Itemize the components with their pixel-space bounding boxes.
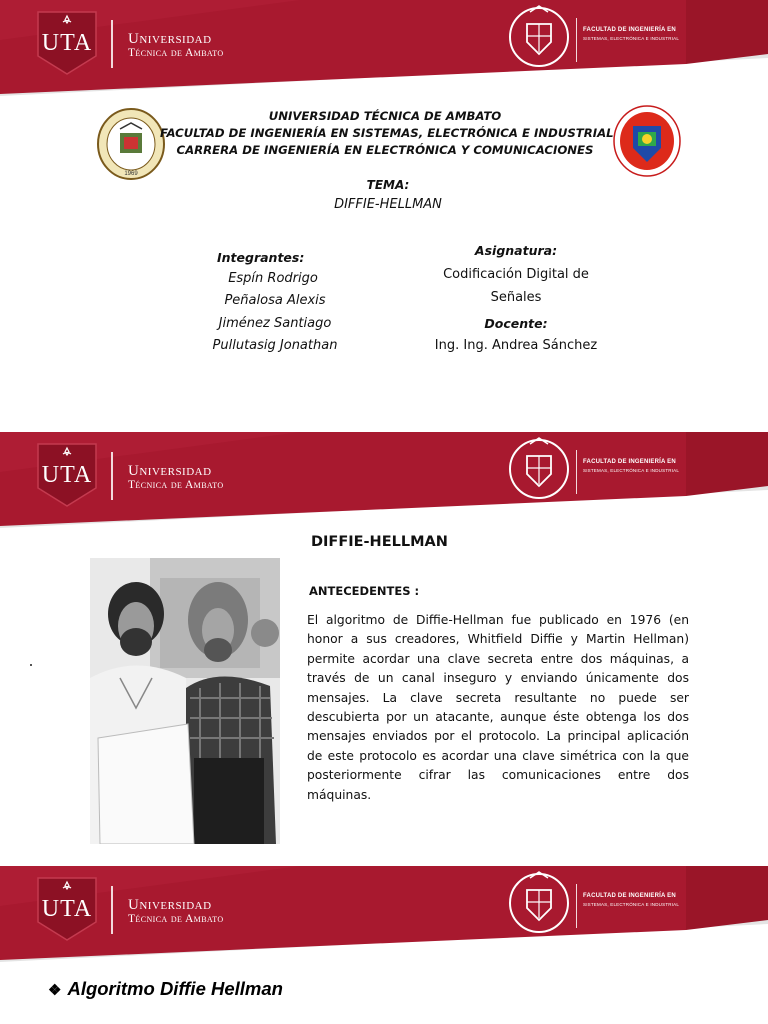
uta-banner-top <box>0 0 768 100</box>
uta-logo-text: UTA <box>41 896 93 922</box>
faculty-name-line2: SISTEMAS, ELECTRÓNICA E INDUSTRIAL <box>583 468 680 473</box>
banner-background <box>0 432 768 532</box>
docente-label: Docente: <box>484 316 548 331</box>
uta-banner-middle <box>0 432 768 532</box>
uta-seal-icon <box>96 107 166 181</box>
faculty-name-line1: FACULTAD DE INGENIERÍA EN <box>583 893 676 899</box>
uta-logo-text: UTA <box>41 30 93 56</box>
integrante-item: Espín Rodrigo <box>228 271 318 286</box>
integrante-item: Pullutasig Jonathan <box>212 338 338 353</box>
seal-year: 1969 <box>124 171 138 177</box>
banner-divider <box>111 452 113 500</box>
banner-divider-right <box>576 18 577 62</box>
cover-header-line3: CARRERA DE INGENIERÍA EN ELECTRÓNICA Y COMUNICACIONES <box>176 143 594 157</box>
faculty-name-line1: FACULTAD DE INGENIERÍA EN <box>583 459 676 465</box>
banner-background <box>0 866 768 966</box>
cover-header-line1: UNIVERSIDAD TÉCNICA DE AMBATO <box>268 109 502 123</box>
tema-value: DIFFIE-HELLMAN <box>334 197 442 212</box>
university-name-line2: Técnica de Ambato <box>128 479 224 491</box>
algorithm-heading <box>48 978 283 1000</box>
uta-banner-bottom <box>0 866 768 966</box>
banner-background <box>0 0 768 100</box>
docente-value: Ing. Ing. Andrea Sánchez <box>434 338 598 353</box>
integrante-item: Jiménez Santiago <box>218 316 332 331</box>
carrera-seal-icon <box>612 104 682 178</box>
stray-mark <box>30 664 32 666</box>
section-title: DIFFIE-HELLMAN <box>311 534 448 550</box>
diffie-hellman-photo <box>90 558 280 844</box>
faculty-name-line2: SISTEMAS, ELECTRÓNICA E INDUSTRIAL <box>583 36 680 41</box>
faculty-name-line1: FACULTAD DE INGENIERÍA EN <box>583 27 676 33</box>
antecedentes-label: ANTECEDENTES : <box>309 584 420 598</box>
university-name-line1: Universidad <box>128 897 212 913</box>
algorithm-heading-text: Algoritmo Diffie Hellman <box>67 978 283 999</box>
banner-divider-right <box>576 450 577 494</box>
cover-header-line2: FACULTAD DE INGENIERÍA EN SISTEMAS, ELECTRÓNICA E INDUSTRIAL <box>160 126 614 140</box>
asignatura-label: Asignatura: <box>474 243 558 258</box>
integrantes-label: Integrantes: <box>217 250 305 265</box>
antecedentes-body: El algoritmo de Diffie-Hellman fue publicado en 1976 (en honor a sus creadores, Whitfield Diffie y Martin Hellman) permite acordar una clave secreta entre dos máquinas, a través de un canal inseguro y enviando únicamente dos mensajes. La clave secreta resultante no puede ser descubierta por un atacante, aunque éste obtenga los dos mensajes enviados por el protocolo. La principal aplicación de este protocolo es acordar una clave simétrica con la que posteriormente cifrar las comunicaciones entre dos máquinas. <box>307 613 689 802</box>
banner-divider <box>111 20 113 68</box>
integrante-item: Peñalosa Alexis <box>224 293 326 308</box>
university-name-line1: Universidad <box>128 31 212 47</box>
faculty-crest-icon <box>506 434 572 500</box>
banner-divider-right <box>576 884 577 928</box>
tema-label: TEMA: <box>366 178 410 192</box>
uta-logo-text: UTA <box>41 462 93 488</box>
faculty-name-line2: SISTEMAS, ELECTRÓNICA E INDUSTRIAL <box>583 902 680 907</box>
diamond-bullet-icon: ❖ <box>48 982 62 999</box>
asignatura-value: Codificación Digital de Señales <box>443 267 589 305</box>
faculty-crest-icon <box>506 2 572 68</box>
university-name-line2: Técnica de Ambato <box>128 47 224 59</box>
banner-divider <box>111 886 113 934</box>
university-name-line1: Universidad <box>128 463 212 479</box>
faculty-crest-icon <box>506 868 572 934</box>
university-name-line2: Técnica de Ambato <box>128 913 224 925</box>
